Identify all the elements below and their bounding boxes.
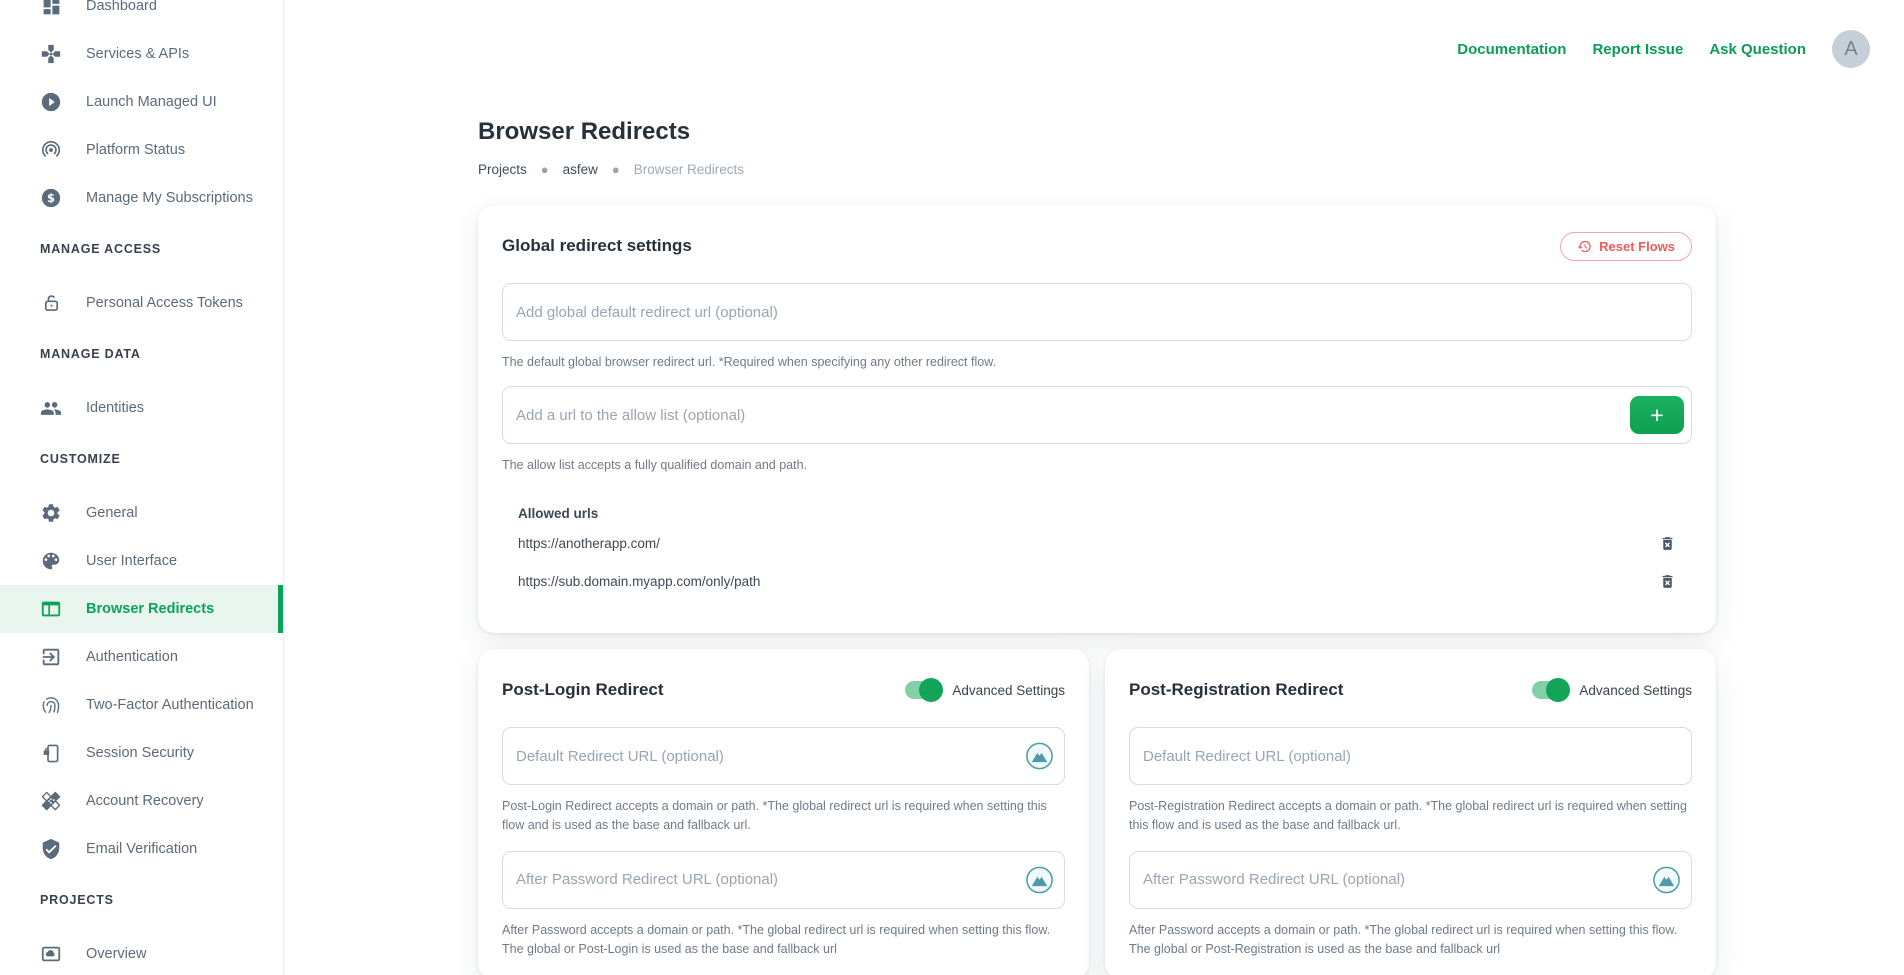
sidebar-item-label: Authentication	[86, 649, 178, 665]
sidebar-item-email-verification[interactable]	[0, 825, 283, 873]
allowed-url-text: https://sub.domain.myapp.com/only/path	[518, 574, 761, 590]
dashboard-icon	[40, 0, 62, 17]
gear-icon	[40, 502, 62, 524]
post-login-advanced-toggle[interactable]	[905, 681, 940, 699]
breadcrumb	[478, 162, 1716, 177]
sidebar-item-label: Account Recovery	[86, 793, 204, 809]
sidebar-item-general[interactable]	[0, 489, 283, 537]
plus-icon: +	[1650, 401, 1664, 428]
post-registration-default-url-input[interactable]	[1129, 727, 1692, 785]
sidebar-item-label: General	[86, 505, 138, 521]
page-title: Browser Redirects	[478, 118, 691, 145]
allowed-url-text: https://anotherapp.com/	[518, 536, 660, 552]
shield-check-icon	[40, 838, 62, 860]
palette-icon	[40, 550, 62, 572]
services-apis-icon	[40, 43, 62, 65]
report-issue-link[interactable]: Report Issue	[1592, 40, 1684, 58]
lock-icon	[40, 292, 62, 314]
topbar	[284, 0, 1904, 72]
sidebar-section-manage-data: MANAGE DATA	[40, 347, 141, 361]
sidebar-item-user-interface[interactable]	[0, 537, 283, 585]
sidebar-item-authentication[interactable]	[0, 633, 283, 681]
allowed-url-row	[518, 567, 1678, 597]
sidebar-item-label: Personal Access Tokens	[86, 295, 243, 311]
post-login-after-password-helper: After Password accepts a domain or path. *The global redirect url is required when setting this flow. The global or Post-Login is used as the base and fallback url	[502, 922, 1051, 957]
delete-allowed-url-button[interactable]	[1657, 532, 1678, 555]
breadcrumb-current: Browser Redirects	[633, 162, 745, 177]
breadcrumb-separator: ●	[540, 162, 549, 177]
reset-flows-button[interactable]	[1560, 232, 1692, 261]
sidebar-item-platform-status[interactable]	[0, 126, 283, 174]
sidebar-item-label: Session Security	[86, 745, 194, 761]
advanced-settings-label: Advanced Settings	[1579, 682, 1692, 698]
fingerprint-icon	[40, 694, 62, 716]
post-login-default-url-input[interactable]	[502, 727, 1065, 785]
sidebar-item-overview[interactable]	[0, 930, 283, 975]
post-login-card-title: Post-Login Redirect	[502, 680, 664, 699]
trash-icon	[1659, 572, 1676, 591]
allow-list-helper: The allow list accepts a fully qualified domain and path.	[502, 458, 808, 473]
post-registration-after-password-helper: After Password accepts a domain or path. *The global redirect url is required when setting this flow. The global or Post-Registration is used as the base and fallback url	[1129, 922, 1678, 957]
password-manager-autofill-icon[interactable]	[1026, 743, 1053, 770]
post-login-redirect-card	[478, 649, 1089, 975]
user-avatar[interactable]: A	[1832, 30, 1870, 68]
svg-text:$: $	[47, 191, 55, 206]
post-registration-card-title: Post-Registration Redirect	[1129, 680, 1344, 699]
browser-window-icon	[40, 598, 62, 620]
allowed-url-row	[518, 529, 1678, 559]
breadcrumb-projects[interactable]: Projects	[478, 162, 527, 177]
password-manager-autofill-icon[interactable]	[1026, 866, 1053, 893]
sidebar-item-manage-my-subscriptions[interactable]	[0, 174, 283, 222]
add-allow-url-button[interactable]	[1630, 396, 1684, 434]
sidebar-item-label: Two-Factor Authentication	[86, 697, 254, 713]
allow-list-url-input[interactable]	[502, 386, 1692, 444]
sidebar-item-label: Overview	[86, 946, 147, 962]
ask-question-link[interactable]: Ask Question	[1709, 40, 1806, 58]
sidebar-item-label: Identities	[86, 400, 145, 416]
sidebar-item-label: Browser Redirects	[86, 601, 215, 617]
restore-icon	[1577, 239, 1592, 254]
post-login-after-password-url-input[interactable]	[502, 851, 1065, 909]
post-login-default-helper: Post-Login Redirect accepts a domain or path. *The global redirect url is required when setting this flow and is used as the base and fallback url.	[502, 799, 1047, 833]
sidebar-item-session-security[interactable]	[0, 729, 283, 777]
breadcrumb-separator: ●	[611, 162, 620, 177]
sign-in-icon	[40, 646, 62, 668]
sidebar-item-label: Platform Status	[86, 142, 186, 158]
sidebar-item-identities[interactable]	[0, 384, 283, 432]
post-registration-advanced-toggle[interactable]	[1532, 681, 1567, 699]
delete-allowed-url-button[interactable]	[1657, 570, 1678, 593]
sidebar-item-services-apis[interactable]	[0, 30, 283, 78]
sidebar-item-label: User Interface	[86, 553, 178, 569]
platform-status-icon	[40, 139, 62, 161]
trash-icon	[1659, 534, 1676, 553]
sidebar-item-launch-managed-ui[interactable]	[0, 78, 283, 126]
main-area	[284, 0, 1904, 975]
sidebar-item-label: Manage My Subscriptions	[86, 190, 253, 206]
global-card-title: Global redirect settings	[502, 236, 692, 255]
sidebar	[0, 0, 284, 975]
global-redirect-settings-card	[478, 205, 1716, 633]
sidebar-item-label: Email Verification	[86, 841, 198, 857]
allowed-urls-title: Allowed urls	[518, 505, 599, 521]
global-default-redirect-helper: The default global browser redirect url. *Required when specifying any other redirect flow.	[502, 355, 997, 369]
documentation-link[interactable]: Documentation	[1457, 40, 1567, 58]
healing-icon	[40, 790, 62, 812]
reset-flows-label: Reset Flows	[1599, 238, 1675, 254]
post-registration-after-password-url-input[interactable]	[1129, 851, 1692, 909]
play-circle-icon	[40, 91, 62, 113]
sidebar-section-customize: CUSTOMIZE	[40, 452, 121, 466]
password-manager-autofill-icon[interactable]	[1653, 866, 1680, 893]
sidebar-item-account-recovery[interactable]	[0, 777, 283, 825]
sidebar-section-manage-access: MANAGE ACCESS	[40, 242, 162, 256]
device-lock-icon	[40, 742, 62, 764]
post-registration-default-helper: Post-Registration Redirect accepts a domain or path. *The global redirect url is required when setting this flow and is used as the base and fallback url.	[1129, 799, 1687, 833]
post-registration-redirect-card	[1105, 649, 1716, 975]
sidebar-section-projects: PROJECTS	[40, 893, 114, 907]
sidebar-item-two-factor-authentication[interactable]	[0, 681, 283, 729]
sidebar-item-label: Services & APIs	[86, 46, 190, 62]
sidebar-item-label: Dashboard	[86, 0, 157, 14]
global-default-redirect-url-input[interactable]	[502, 283, 1692, 341]
sidebar-item-personal-access-tokens[interactable]	[0, 279, 283, 327]
sidebar-item-browser-redirects[interactable]	[0, 585, 283, 633]
sidebar-item-label: Launch Managed UI	[86, 94, 217, 110]
dollar-circle-icon	[40, 187, 62, 209]
sidebar-item-dashboard[interactable]	[0, 0, 283, 30]
cloud-box-icon	[40, 943, 62, 965]
breadcrumb-project-name[interactable]: asfew	[562, 162, 598, 177]
people-icon	[40, 397, 62, 419]
advanced-settings-label: Advanced Settings	[952, 682, 1065, 698]
